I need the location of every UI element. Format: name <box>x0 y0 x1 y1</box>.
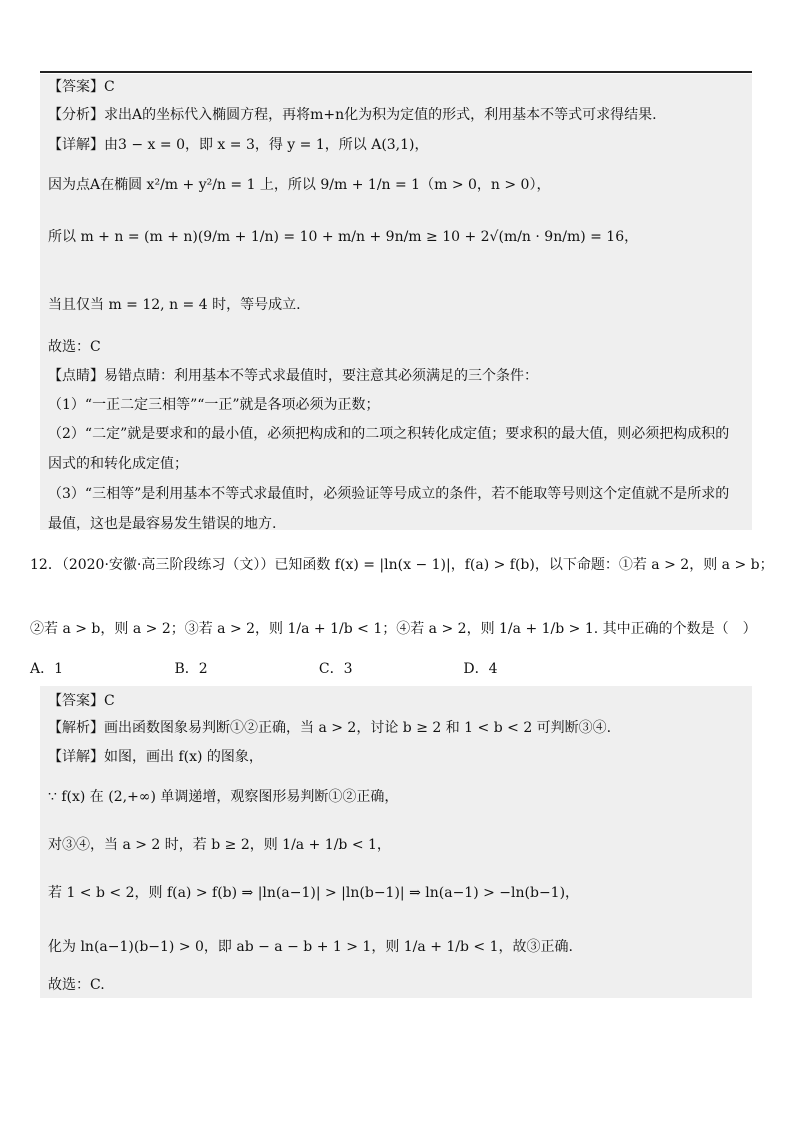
answer-11: 【答案】C <box>48 79 115 95</box>
detail-11-line1: 【详解】由3 − x = 0，即 x = 3，得 y = 1，所以 A(3,1)， <box>48 137 429 153</box>
tip-2a: （2）“二定”就是要求和的最小值，必须把构成和的二项之积转化成定值；要求积的最大值，则必须把构成积的 <box>48 426 730 442</box>
detail-12-line1: 【详解】如图，画出 f(x) 的图象， <box>48 749 263 765</box>
detail-12-line2: ∵ f(x) 在 (2,+∞) 单调递增，观察图形易判断①②正确， <box>48 789 399 805</box>
tip-3a: （3）“三相等”是利用基本不等式求最值时，必须验证等号成立的条件，若不能取等号则这个定值就不是所求的 <box>48 486 730 502</box>
analysis-11: 【分析】求出A的坐标代入椭圆方程，再将m+n化为积为定值的形式，利用基本不等式可求得结果. <box>48 107 657 123</box>
conclusion-12: 故选：C. <box>48 977 105 993</box>
answer-12: 【答案】C <box>48 693 115 709</box>
conclusion-11: 故选：C <box>48 339 101 355</box>
tips-title-11: 【点睛】易错点睛：利用基本不等式求最值时，要注意其必须满足的三个条件： <box>48 368 538 384</box>
problem-12-options <box>30 660 603 678</box>
tip-1: （1）“一正二定三相等”“一正”就是各项必须为正数； <box>48 397 380 413</box>
problem-12-stem-line2: ②若 a > b，则 a > 2；③若 a > 2，则 1/a + 1/b < 1；④若 a > 2，则 1/a + 1/b > 1. 其中正确的个数是（ ） <box>30 621 757 637</box>
tip-3b: 最值，这也是最容易发生错误的地方. <box>48 516 277 532</box>
detail-11-line3: 所以 m + n = (m + n)(9/m + 1/n) = 10 + m/n + 9n/m ≥ 10 + 2√(m/n · 9n/m) = 16， <box>48 229 639 245</box>
option-a[interactable]: A．1 <box>30 661 64 677</box>
problem-12-stem-line1: 12．（2020·安徽·高三阶段练习（文））已知函数 f(x) = |ln(x − 1)|，f(a) > f(b)，以下命题：①若 a > 2，则 a > b； <box>30 557 774 573</box>
tip-2b: 因式的和转化成定值； <box>48 456 188 472</box>
detail-11-line2: 因为点A在椭圆 x²/m + y²/n = 1 上，所以 9/m + 1/n = 1（m > 0，n > 0）， <box>48 177 551 193</box>
detail-12-line3: 对③④，当 a > 2 时，若 b ≥ 2，则 1/a + 1/b < 1， <box>48 837 391 853</box>
detail-11-line4: 当且仅当 m = 12, n = 4 时，等号成立. <box>48 297 301 313</box>
top-rule <box>40 71 752 73</box>
detail-12-line4: 若 1 < b < 2，则 f(a) > f(b) ⇒ |ln(a−1)| > |ln(b−1)| ⇒ ln(a−1) > −ln(b−1)， <box>48 885 580 901</box>
option-d[interactable]: D．4 <box>463 661 498 677</box>
option-b[interactable]: B．2 <box>174 661 208 677</box>
option-c[interactable]: C．3 <box>318 661 353 677</box>
analysis-12: 【解析】画出函数图象易判断①②正确，当 a > 2，讨论 b ≥ 2 和 1 < b < 2 可判断③④. <box>48 720 612 736</box>
detail-12-line5: 化为 ln(a−1)(b−1) > 0，即 ab − a − b + 1 > 1，则 1/a + 1/b < 1，故③正确. <box>48 939 573 955</box>
